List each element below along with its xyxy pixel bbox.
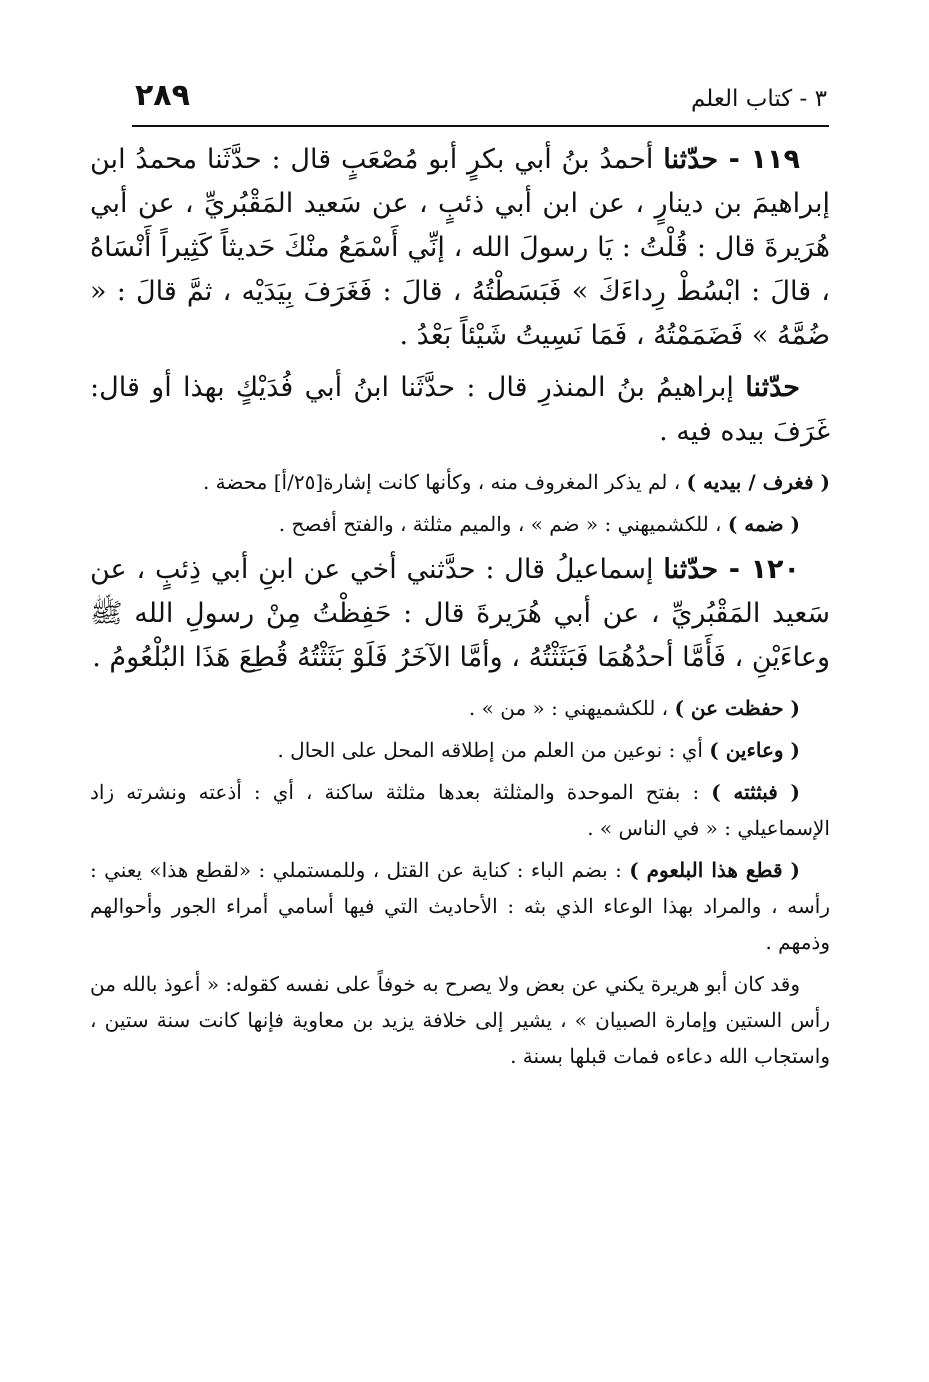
hadith-lead: حدّثنا [663,554,719,585]
hadith-120 [90,548,830,680]
hadith-lead: حدّثنا [745,372,800,403]
commentary-text: ، للكشميهني : « من » . [468,696,675,720]
hadith-119 [90,138,830,358]
commentary-note [90,690,830,726]
running-title: ٣ - كتاب العلم [690,86,827,112]
hadith-119-variant [90,366,830,454]
hadith-text: إسماعيلُ قال : حدَّثني أخي عن ابنِ أبي ذِئبٍ ، عن سَعيد المَقْبُريِّ ، عن أبي هُرَيرةَ قال : حَفِظْتُ مِنْ رسولِ الله ﷺ وعاءَيْنِ ، فَأَمَّا أحدُهُمَا فَبَثَثْتُهُ ، وأمَّا الآخَرُ فَلَوْ بَثَثْتُهُ قُطِعَ هَذَا البُلْعُومُ . [90,554,830,673]
commentary-text: : بضم الباء : كناية عن القتل ، وللمستملي : «لقطع هذا» يعني : رأسه ، والمراد بهذا الوعاء الذي بثه : الأحاديث التي فيها أسامي أمراء الجور وأحوالهم وذمهم . [90,858,830,954]
commentary-text: وقد كان أبو هريرة يكني عن بعض ولا يصرح به خوفاً على نفسه كقوله: « أعوذ بالله من رأس الستين وإمارة الصبيان » ، يشير إلى خلافة يزيد بن معاوية فإنها كانت سنة ستين ، واستجاب الله دعاءه فمات قبلها بسنة . [90,972,830,1068]
commentary-text: : بفتح الموحدة والمثلثة بعدها مثلثة ساكنة ، أي : أذعته ونشرته زاد الإسماعيلي : « في الناس » . [90,780,830,840]
commentary-note [90,774,830,846]
commentary-term: ( فغرف / بيديه ) [686,470,830,494]
commentary-term: ( حفظت عن ) [674,696,800,720]
commentary-note [90,464,830,500]
commentary-note [90,506,830,542]
commentary-text: أي : نوعين من العلم من إطلاقه المحل على الحال . [277,738,710,762]
commentary-text: ، للكشميهني : « ضم » ، والميم مثلثة ، والفتح أفصح . [278,512,728,536]
commentary-note [90,966,830,1074]
hadith-lead: حدّثنا [663,144,719,175]
hadith-number: ١١٩ - [718,144,800,175]
page-header [135,72,827,122]
commentary-note [90,852,830,960]
commentary-term: ( قطع هذا البلعوم ) [629,858,800,882]
commentary-text: ، لم يذكر المغروف منه ، وكأنها كانت إشارة[٢٥/أ] محضة . [202,470,687,494]
commentary-term: ( فبثثته ) [711,780,800,804]
hadith-text: إبراهيمُ بنُ المنذرِ قال : حدَّثَنا ابنُ أبي فُدَيْكٍ بهذا أو قال: غَرَفَ بيده فيه . [90,372,830,447]
commentary-term: ( ضمه ) [727,512,800,536]
commentary-note [90,732,830,768]
hadith-text: أحمدُ بنُ أبي بكرٍ أبو مُصْعَبٍ قال : حدَّثَنا محمدُ ابن إبراهيمَ بن دينارٍ ، عن ابن أبي ذئبٍ ، عن سَعيد المَقْبُريِّ ، عن أبي هُرَيرةَ قال : قُلْتُ : يَا رسولَ الله ، إنِّي أَسْمَعُ منْكَ حَديثاً كَثِيراً أَنْسَاهُ ، قالَ : ابْسُطْ رِداءَكَ » فَبَسَطْتُهُ ، قالَ : فَغَرَفَ بِيَدَيْه ، ثمَّ قالَ : « ضُمَّهُ » فَضَمَمْتُهُ ، فَمَا نَسِيتُ شَيْئاً بَعْدُ . [90,144,830,351]
page-body [90,138,830,1074]
header-divider [132,125,829,127]
page-number: ٢٨٩ [135,78,190,113]
hadith-number: ١٢٠ - [718,554,801,585]
commentary-term: ( وعاءين ) [709,738,800,762]
